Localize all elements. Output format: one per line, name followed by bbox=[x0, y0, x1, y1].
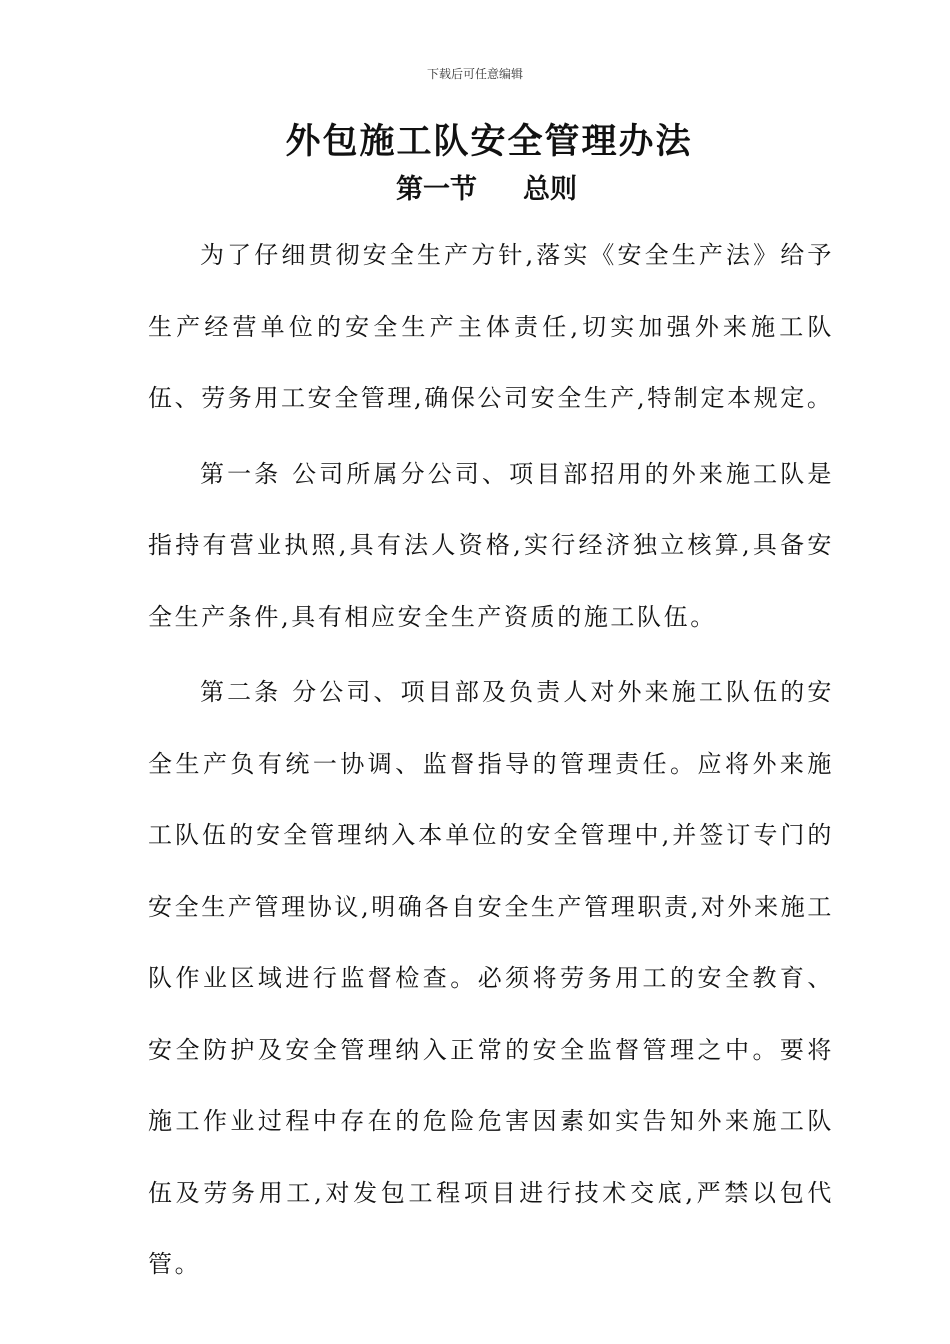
section-name: 总则 bbox=[523, 174, 577, 205]
paragraph-article-2: 第二条 分公司、项目部及负责人对外来施工队伍的安全生产负有统一协调、监督指导的管理责任。应将外来施工队伍的安全管理纳入本单位的安全管理中,并签订专门的安全生产管理协议,明确各自安全生产管理职责,对外来施工队作业区域进行监督检查。必须将劳务用工的安全教育、安全防护及安全管理纳入正常的安全监督管理之中。要将施工作业过程中存在的危险危害因素如实告知外来施工队伍及劳务用工,对发包工程项目进行技术交底,严禁以包代管。 bbox=[148, 678, 834, 1278]
section-number: 第一节 bbox=[396, 174, 477, 205]
paragraph-article-1: 第一条 公司所属分公司、项目部招用的外来施工队是指持有营业执照,具有法人资格,实行经济独立核算,具备安全生产条件,具有相应安全生产资质的施工队伍。 bbox=[148, 459, 834, 631]
paragraph-preamble: 为了仔细贯彻安全生产方针,落实《安全生产法》给予生产经营单位的安全生产主体责任,切实加强外来施工队伍、劳务用工安全管理,确保公司安全生产,特制定本规定。 bbox=[148, 241, 834, 412]
section-heading bbox=[396, 170, 577, 210]
page-header: 下载后可任意编辑 bbox=[426, 67, 523, 81]
document-title: 外包施工队安全管理办法 bbox=[285, 121, 693, 162]
document-body bbox=[148, 220, 834, 1305]
